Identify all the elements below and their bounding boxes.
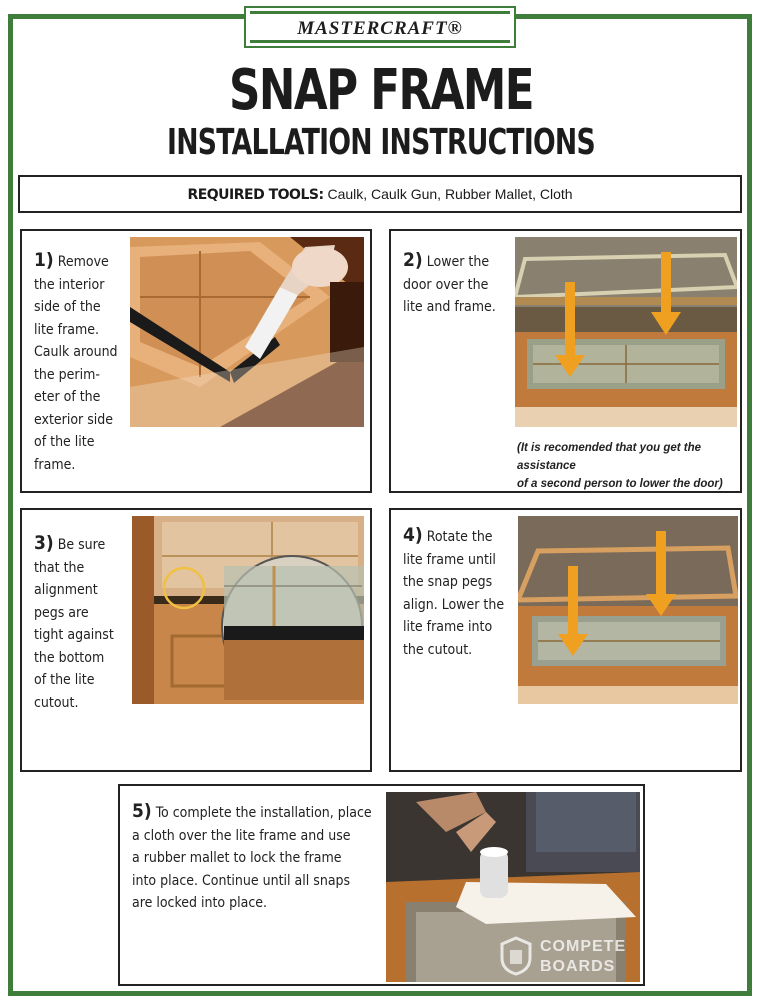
step-3-line: Be sure — [57, 537, 106, 553]
watermark-line-1: COMPETE — [540, 938, 627, 955]
step-3-box — [20, 508, 372, 772]
required-tools-box — [18, 175, 742, 213]
step-2-note-line: of a second person to lower the door) — [517, 478, 723, 490]
step-2-line: lite and frame. — [403, 299, 496, 315]
required-tools-list: Caulk, Caulk Gun, Rubber Mallet, Cloth — [327, 186, 573, 202]
step-5-number: 5) — [132, 800, 152, 822]
step-2-text — [403, 249, 518, 319]
step-2-photo — [515, 237, 737, 427]
step-5-line: into place. Continue until all snaps — [132, 872, 351, 889]
step-3-line: alignment — [34, 582, 98, 598]
required-tools-label: REQUIRED TOOLS: — [187, 187, 324, 203]
step-5-text — [132, 800, 384, 915]
step-5-line: are locked into place. — [132, 895, 268, 911]
step-1-line: the perim- — [34, 366, 100, 383]
mastercraft-logo — [244, 6, 516, 48]
step-1-line: frame. — [34, 456, 76, 473]
page-title: SNAP FRAME — [228, 58, 534, 123]
step-3-text — [34, 532, 134, 714]
step-1-line: the interior — [34, 276, 105, 293]
step-3-line: cutout. — [34, 694, 79, 711]
step-5-line: a rubber mallet to lock the frame — [132, 850, 342, 866]
step-4-photo — [518, 516, 738, 704]
step-4-line: align. Lower the — [403, 596, 505, 613]
step-4-box — [389, 508, 742, 772]
logo-text: MASTERCRAFT® — [297, 18, 463, 39]
step-1-line: of the lite — [34, 434, 95, 450]
step-3-number: 3) — [34, 532, 54, 554]
step-4-line: Rotate the — [426, 529, 493, 545]
step-1-number: 1) — [34, 249, 54, 271]
step-3-line: the bottom — [34, 649, 105, 666]
step-3-line: tight against — [34, 627, 114, 643]
step-3-line: pegs are — [34, 604, 89, 621]
step-5-line: a cloth over the lite frame and use — [132, 827, 351, 844]
step-1-line: Caulk around — [34, 344, 118, 360]
step-2-line: door over the — [403, 276, 489, 293]
step-2-box — [389, 229, 742, 493]
step-3-line: that the — [34, 559, 85, 576]
step-1-box — [20, 229, 372, 493]
step-1-line: lite frame. — [34, 321, 100, 338]
step-3-photo — [132, 516, 364, 704]
watermark-line-2: BOARDS — [540, 958, 616, 975]
step-4-line: the cutout. — [403, 641, 473, 658]
logo-stripe-bottom — [250, 40, 510, 43]
step-2-number: 2) — [403, 249, 423, 271]
shield-icon — [500, 936, 532, 976]
step-5-line: To complete the installation, place — [155, 805, 372, 821]
step-4-line: lite frame into — [403, 619, 493, 635]
step-2-note — [517, 439, 739, 493]
step-4-line: lite frame until — [403, 551, 496, 568]
step-1-line: exterior side — [34, 411, 114, 428]
logo-stripe-top — [250, 11, 510, 14]
step-4-number: 4) — [403, 524, 423, 546]
step-3-line: of the lite — [34, 672, 95, 688]
step-1-text — [34, 249, 134, 476]
page-subtitle: INSTALLATION INSTRUCTIONS — [167, 122, 595, 163]
compete-boards-watermark — [498, 932, 643, 982]
step-4-text — [403, 524, 523, 661]
step-4-line: the snap pegs — [403, 574, 493, 590]
step-2-line: Lower the — [426, 254, 490, 270]
step-1-line: side of the — [34, 299, 101, 315]
step-2-note-line: (It is recomended that you get the assistance — [517, 442, 702, 472]
step-1-line: Remove — [57, 254, 109, 270]
step-1-photo — [130, 237, 364, 427]
step-1-line: eter of the — [34, 389, 101, 405]
